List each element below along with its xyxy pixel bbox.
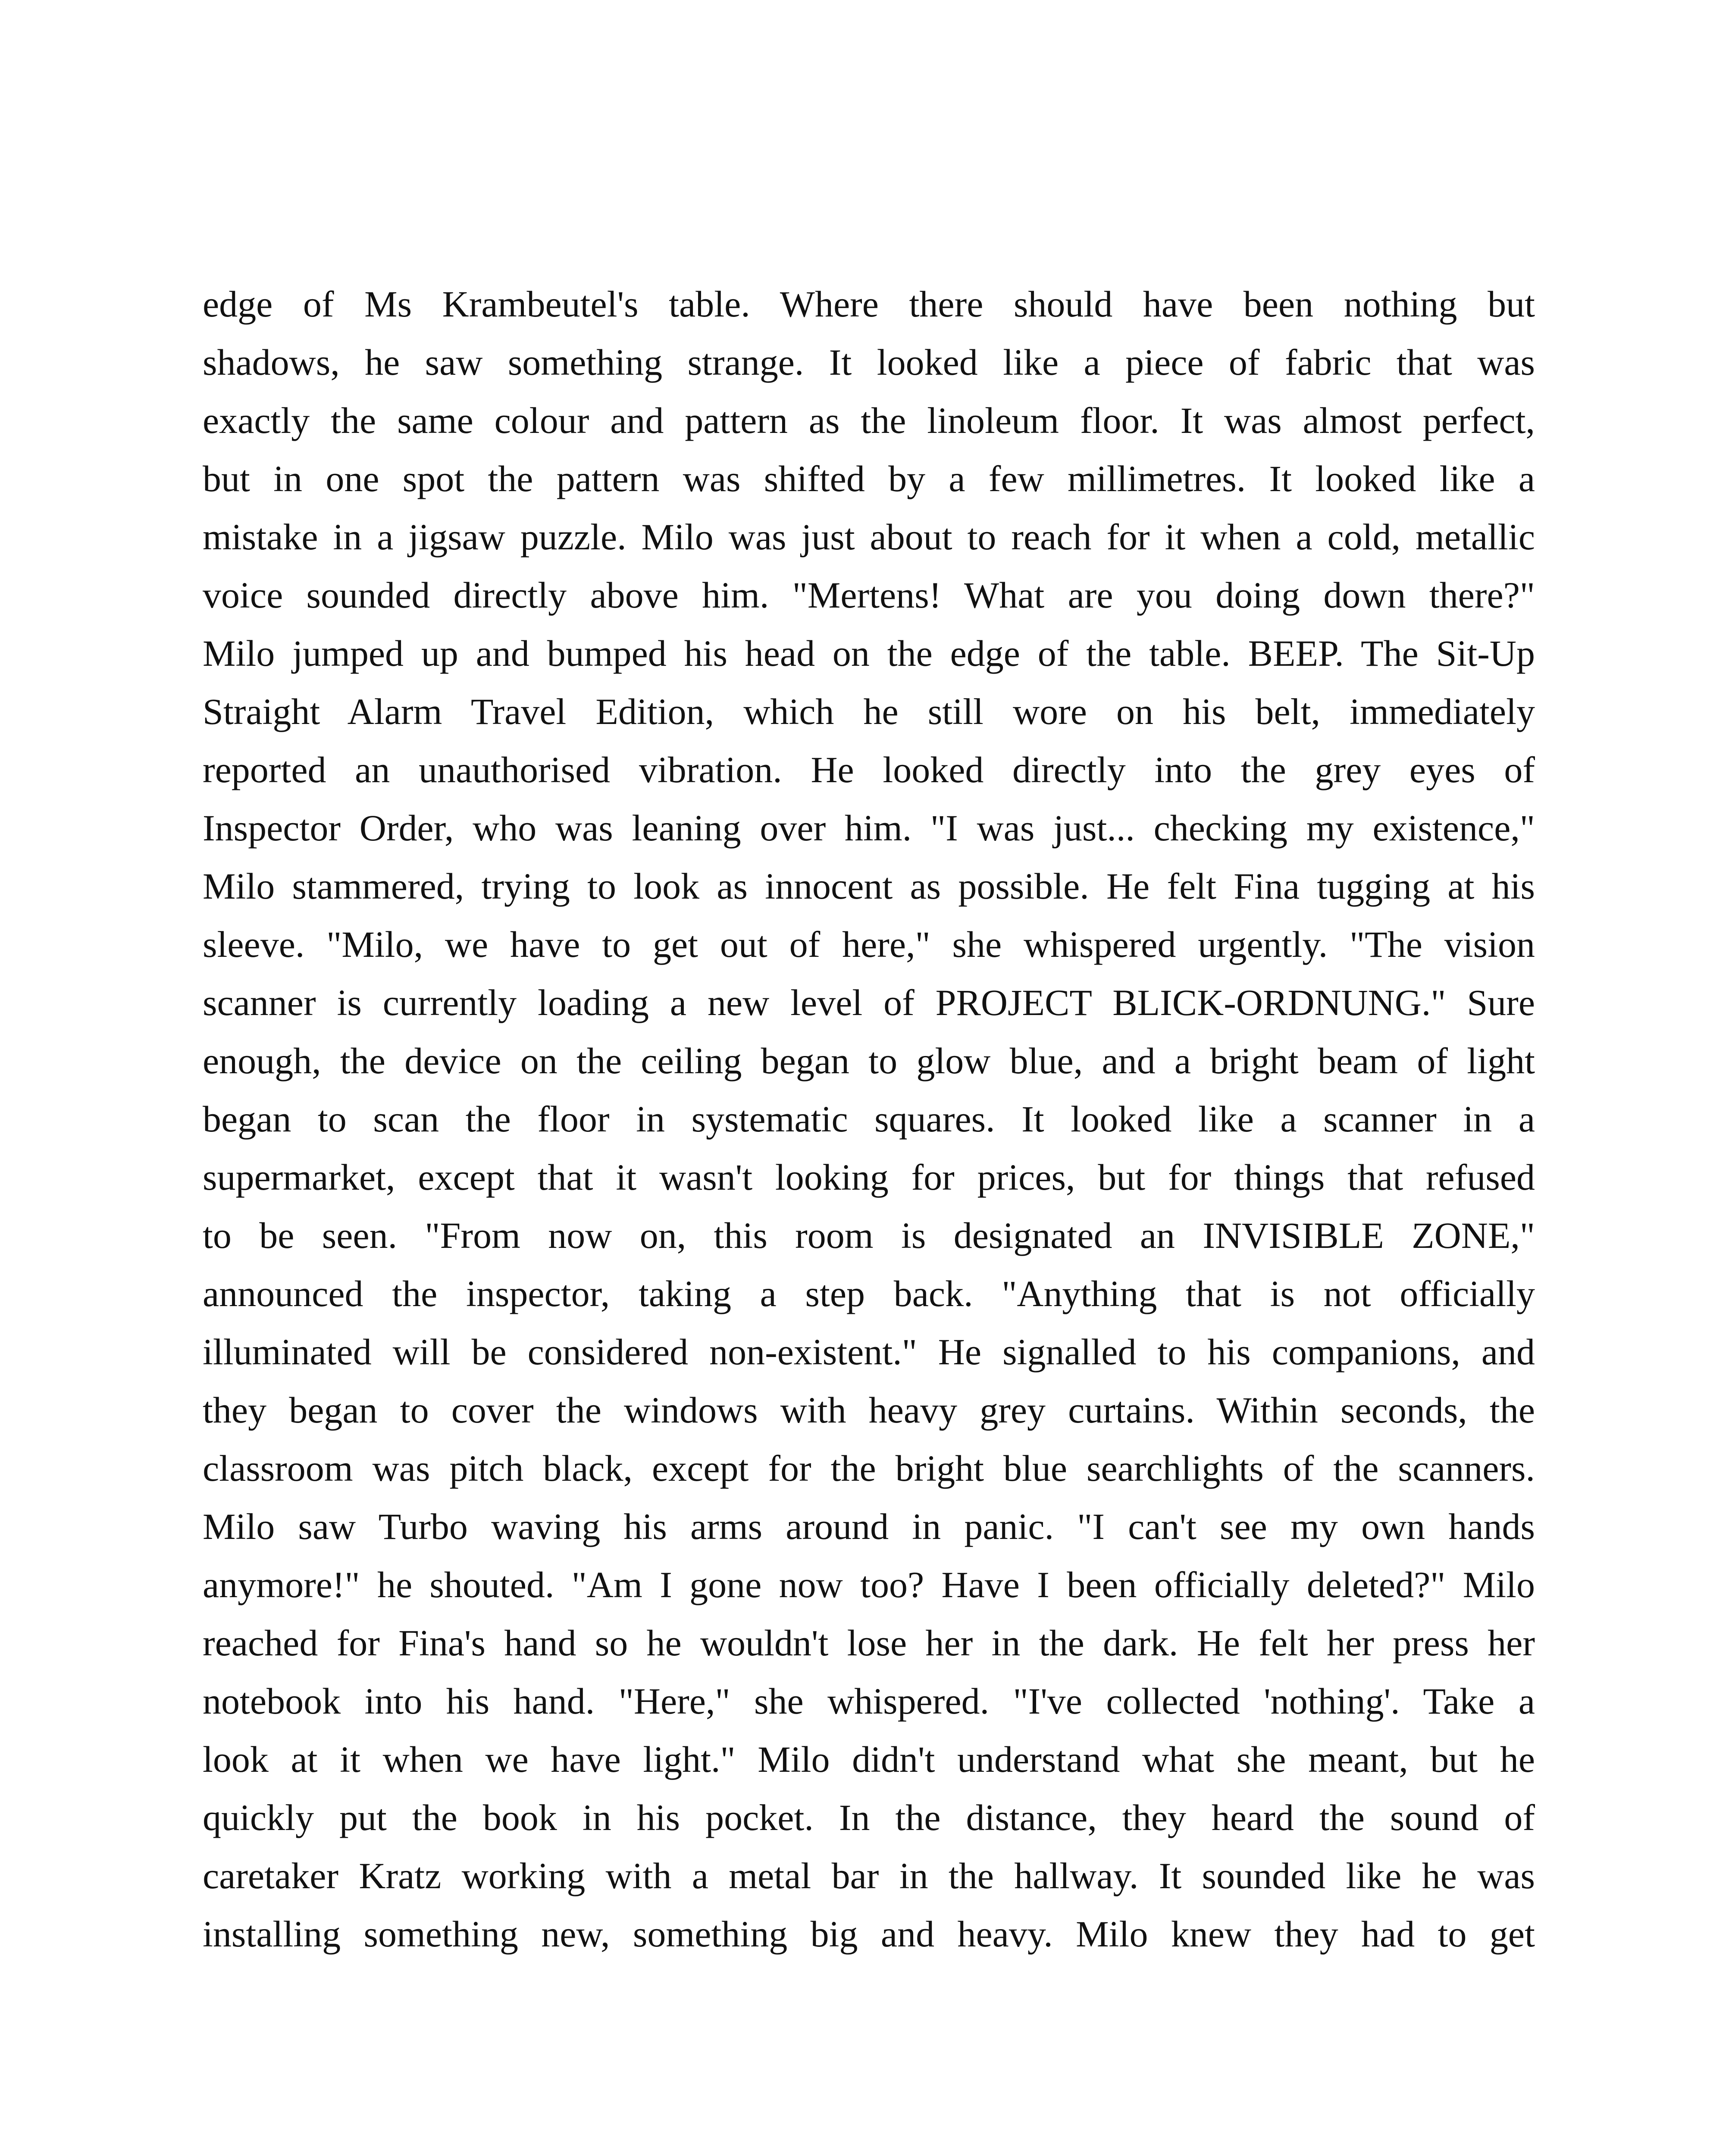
text-line: scanner is currently loading a new level of PROJECT BLICK-ORDNUNG." Sure: [203, 982, 1535, 1023]
text-line: edge of Ms Krambeutel's table. Where there should have been nothing but: [203, 283, 1535, 325]
text-line: look at it when we have light." Milo didn't understand what she meant, but he: [203, 1739, 1535, 1780]
text-line: voice sounded directly above him. "Mertens! What are you doing down there?": [203, 574, 1535, 616]
text-line: they began to cover the windows with heavy grey curtains. Within seconds, the: [203, 1389, 1535, 1431]
text-line: mistake in a jigsaw puzzle. Milo was just about to reach for it when a cold, metallic: [203, 516, 1535, 558]
text-line: exactly the same colour and pattern as the linoleum floor. It was almost perfect,: [203, 400, 1535, 441]
text-line: caretaker Kratz working with a metal bar in the hallway. It sounded like he was: [203, 1855, 1535, 1896]
text-line: but in one spot the pattern was shifted by a few millimetres. It looked like a: [203, 458, 1535, 499]
text-line: reported an unauthorised vibration. He looked directly into the grey eyes of: [203, 749, 1535, 790]
text-line: quickly put the book in his pocket. In the distance, they heard the sound of: [203, 1797, 1535, 1838]
text-line: supermarket, except that it wasn't looking for prices, but for things that refused: [203, 1156, 1535, 1198]
text-line: notebook into his hand. "Here," she whispered. "I've collected 'nothing'. Take a: [203, 1680, 1535, 1722]
body-text: [203, 275, 1535, 1963]
text-line: installing something new, something big and heavy. Milo knew they had to get: [203, 1913, 1535, 1955]
text-line: Inspector Order, who was leaning over him. "I was just... checking my existence,": [203, 807, 1535, 849]
text-line: shadows, he saw something strange. It looked like a piece of fabric that was: [203, 342, 1535, 383]
text-line: sleeve. "Milo, we have to get out of here," she whispered urgently. "The vision: [203, 924, 1535, 965]
text-line: announced the inspector, taking a step back. "Anything that is not officially: [203, 1273, 1535, 1314]
text-line: enough, the device on the ceiling began to glow blue, and a bright beam of light: [203, 1040, 1535, 1081]
text-line: to be seen. "From now on, this room is designated an INVISIBLE ZONE,": [203, 1215, 1535, 1256]
text-line: Milo saw Turbo waving his arms around in panic. "I can't see my own hands: [203, 1506, 1535, 1547]
text-line: began to scan the floor in systematic squares. It looked like a scanner in a: [203, 1098, 1535, 1140]
text-line: classroom was pitch black, except for the bright blue searchlights of the scanners.: [203, 1448, 1535, 1489]
text-line: reached for Fina's hand so he wouldn't lose her in the dark. He felt her press her: [203, 1622, 1535, 1664]
text-line: Milo stammered, trying to look as innocent as possible. He felt Fina tugging at his: [203, 865, 1535, 907]
text-line: anymore!" he shouted. "Am I gone now too? Have I been officially deleted?" Milo: [203, 1564, 1535, 1605]
text-line: illuminated will be considered non-existent." He signalled to his companions, and: [203, 1331, 1535, 1373]
text-line: Milo jumped up and bumped his head on the edge of the table. BEEP. The Sit-Up: [203, 633, 1535, 674]
text-line: Straight Alarm Travel Edition, which he still wore on his belt, immediately: [203, 691, 1535, 732]
